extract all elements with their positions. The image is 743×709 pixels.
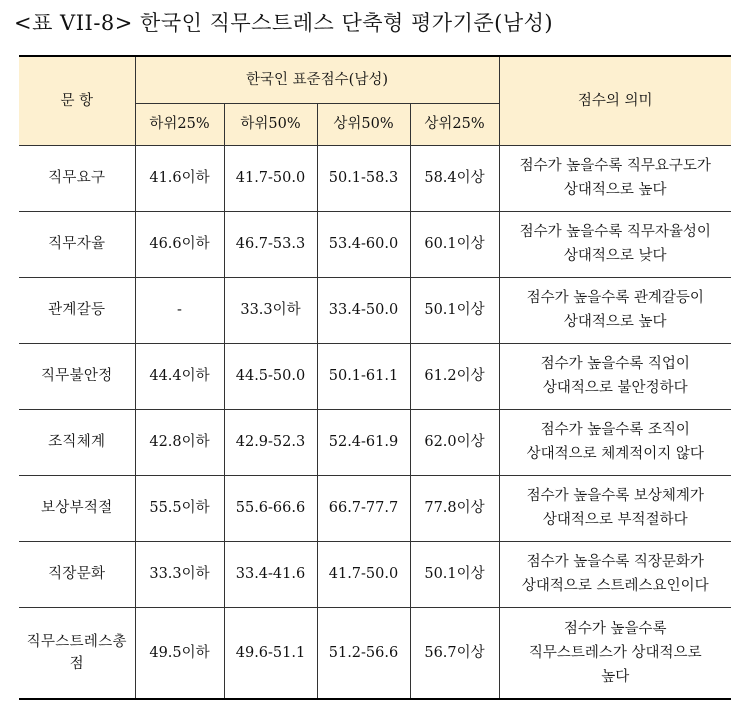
meaning-line: 상대적으로 부적절하다 [542,512,688,528]
table-row [19,541,731,607]
header-sub-upper50: 상위50% [317,103,410,145]
cell-upper25: 62.0이상 [410,409,499,475]
row-item: 조직체계 [19,409,135,475]
table-row [19,607,731,699]
row-item: 직장문화 [19,541,135,607]
cell-upper50: 41.7-50.0 [317,541,410,607]
cell-lower50: 42.9-52.3 [224,409,317,475]
cell-lower50: 44.5-50.0 [224,343,317,409]
meaning-line: 점수가 높을수록 조직이 [540,422,690,438]
cell-upper25: 77.8이상 [410,475,499,541]
cell-lower50: 49.6-51.1 [224,607,317,699]
cell-lower25: 55.5이하 [135,475,224,541]
cell-meaning [499,475,731,541]
cell-lower25: - [135,277,224,343]
cell-upper50: 53.4-60.0 [317,211,410,277]
row-item: 보상부적절 [19,475,135,541]
meaning-line: 점수가 높을수록 [563,620,667,637]
header-sub-upper25: 상위25% [410,103,499,145]
meaning-line: 상대적으로 높다 [563,182,667,198]
row-item: 직무불안정 [19,343,135,409]
table-row [19,211,731,277]
meaning-line: 점수가 높을수록 직장문화가 [526,554,704,570]
table-row [19,343,731,409]
meaning-line: 점수가 높을수록 직업이 [540,356,690,372]
cell-lower50: 33.4-41.6 [224,541,317,607]
cell-upper25: 58.4이상 [410,145,499,211]
cell-upper25: 50.1이상 [410,277,499,343]
meaning-line: 점수가 높을수록 관계갈등이 [526,290,704,306]
cell-upper25: 50.1이상 [410,541,499,607]
cell-lower50: 46.7-53.3 [224,211,317,277]
cell-meaning [499,145,731,211]
row-item: 직무스트레스총점 [19,607,135,699]
meaning-line: 상대적으로 불안정하다 [542,380,688,396]
meaning-line: 상대적으로 높다 [563,314,667,330]
cell-upper50: 33.4-50.0 [317,277,410,343]
row-item: 직무요구 [19,145,135,211]
cell-lower50: 55.6-66.6 [224,475,317,541]
cell-upper25: 61.2이상 [410,343,499,409]
meaning-line: 상대적으로 낮다 [563,248,667,264]
cell-lower25: 46.6이하 [135,211,224,277]
header-sub-lower50: 하위50% [224,103,317,145]
cell-meaning [499,409,731,475]
header-score-group: 한국인 표준점수(남성) [135,56,499,103]
cell-upper25: 56.7이상 [410,607,499,699]
header-item: 문 항 [19,56,135,145]
table-row [19,277,731,343]
header-meaning: 점수의 의미 [499,56,731,145]
cell-lower25: 41.6이하 [135,145,224,211]
cell-upper50: 51.2-56.6 [317,607,410,699]
cell-lower50: 41.7-50.0 [224,145,317,211]
cell-upper50: 52.4-61.9 [317,409,410,475]
row-item: 관계갈등 [19,277,135,343]
header-sub-lower25: 하위25% [135,103,224,145]
cell-upper25: 60.1이상 [410,211,499,277]
cell-meaning [499,541,731,607]
meaning-line: 상대적으로 체계적이지 않다 [526,446,704,462]
cell-lower25: 49.5이하 [135,607,224,699]
meaning-line: 점수가 높을수록 직무요구도가 [519,158,711,174]
cell-upper50: 50.1-61.1 [317,343,410,409]
cell-meaning [499,211,731,277]
cell-lower25: 44.4이하 [135,343,224,409]
meaning-line: 상대적으로 스트레스요인이다 [521,578,709,594]
meaning-line: 높다 [601,668,630,685]
cell-lower50: 33.3이하 [224,277,317,343]
table-row [19,475,731,541]
cell-meaning [499,277,731,343]
table-caption: <표 VII-8> 한국인 직무스트레스 단축형 평가기준(남성) [14,11,554,35]
cell-meaning [499,607,731,699]
cell-upper50: 50.1-58.3 [317,145,410,211]
cell-meaning [499,343,731,409]
table-row [19,409,731,475]
table-row [19,145,731,211]
meaning-line: 점수가 높을수록 직무자율성이 [519,224,711,240]
evaluation-criteria-table [19,55,731,700]
cell-lower25: 33.3이하 [135,541,224,607]
cell-lower25: 42.8이하 [135,409,224,475]
meaning-line: 점수가 높을수록 보상체계가 [526,488,704,504]
meaning-line: 직무스트레스가 상대적으로 [528,644,702,661]
cell-upper50: 66.7-77.7 [317,475,410,541]
row-item: 직무자율 [19,211,135,277]
